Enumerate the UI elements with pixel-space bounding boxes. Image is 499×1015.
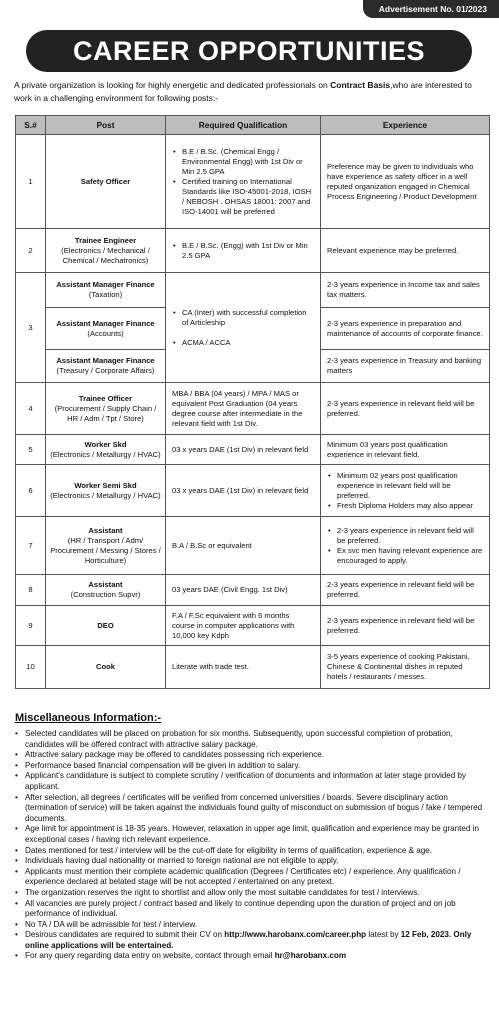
experience-cell: 2-3 years experience in relevant field will be preferred. [321, 606, 490, 646]
posts-table [15, 115, 490, 689]
row-number: 5 [16, 435, 46, 465]
misc-item: • Individuals having dual nationality or married to foreign national are not eligible to apply. [15, 856, 487, 867]
qualification-cell: B.A / B.Sc or equivalent [166, 517, 321, 575]
row-number: 2 [16, 229, 46, 273]
experience-cell: 2-3 years experience in relevant field will be preferred. [321, 575, 490, 606]
qualification-cell: Literate with trade test. [166, 646, 321, 689]
experience-item: • 2-3 years experience in relevant field will be preferred. [327, 526, 483, 546]
post-cell [46, 135, 166, 229]
experience-cell: Minimum 03 years post qualification experience in relevant field. [321, 435, 490, 465]
misc-item: • After selection, all degrees / certificates will be verified from concerned universities / boards. Severe disciplinary action (termination of service) will be taken against the individuals found guilty of misconduct on submission of bogus / fake / tempered documents. [15, 793, 487, 825]
misc-heading: Miscellaneous Information:- [15, 712, 162, 724]
advertisement-number: Advertisement No. 01/2023 [363, 0, 499, 18]
post-title: Assistant Manager Finance [56, 318, 155, 328]
post-subtitle: (Electronics / Metallurgy / HVAC) [50, 490, 161, 500]
row-number: 4 [16, 383, 46, 435]
post-cell [46, 517, 166, 575]
experience-cell: Relevant experience may be preferred. [321, 229, 490, 273]
post-subtitle: (HR / Transport / Adm/ Procurement / Messing / Stores / Horticulture) [50, 535, 161, 565]
post-title: Assistant Manager Finance [56, 280, 155, 289]
qualification-item: • B.E / B.Sc. (Engg) with 1st Div or Min 2.5 GPA [172, 241, 314, 261]
post-title: Worker Semi Skd [74, 480, 137, 490]
misc-item: • No TA / DA will be admissible for test / interview. [15, 920, 487, 931]
qualification-item: • B.E / B.Sc. (Chemical Engg / Environmental Engg) with 1st Div or Min 2.5 GPA [172, 147, 314, 177]
table-header-row [16, 116, 490, 135]
row-number: 9 [16, 606, 46, 646]
post-title: Safety Officer [80, 176, 131, 186]
table-row [16, 273, 490, 308]
post-subtitle: (Accounts) [87, 328, 124, 338]
experience-cell: 2-3 years experience in relevant field will be preferred. [321, 383, 490, 435]
experience-cell: 3-5 years experience of cooking Pakistani, Chinese & Continental dishes in reputed hotels / restaurants / messes. [321, 646, 490, 689]
post-title: Worker Skd [84, 439, 127, 449]
experience-cell: 2-3 years experience in Treasury and banking matters [321, 350, 490, 383]
table-row [16, 646, 490, 689]
misc-list [15, 729, 487, 962]
post-cell [46, 575, 166, 606]
table-row [16, 135, 490, 229]
post-subtitle: (Electronics / Mechanical / Chemical / Mechatronics) [61, 245, 150, 265]
intro-text-2: ,who are interested to work in a challenging environment for following posts:- [14, 80, 472, 103]
qualification-cell [166, 135, 321, 229]
qualification-cell [166, 229, 321, 273]
experience-item: • Fresh Diploma Holders may also appear [327, 501, 483, 511]
header-post: Post [46, 116, 166, 135]
misc-item-query [15, 951, 487, 962]
experience-cell: 2-3 years experience in Income tax and sales tax matters. [321, 273, 490, 308]
intro-paragraph [14, 79, 488, 105]
experience-cell: 2-3 years experience in preparation and maintenance of accounts of corporate finance. [321, 308, 490, 350]
experience-item: • Minimum 02 years post qualification experience in relevant field will be preferred. [327, 471, 483, 501]
post-title: Assistant [88, 580, 123, 589]
table-row [16, 435, 490, 465]
table-row [16, 383, 490, 435]
table-row [16, 606, 490, 646]
header-experience: Experience [321, 116, 490, 135]
post-cell [46, 606, 166, 646]
post-title: Assistant Manager Finance [56, 356, 155, 365]
post-title: Assistant [88, 525, 123, 535]
misc-item: • Attractive salary package may be offered to candidates possessing rich experience. [15, 750, 487, 761]
qualification-item: • CA (Inter) with successful completion of Articleship [172, 308, 314, 328]
intro-bold: Contract Basis [330, 80, 391, 90]
post-subtitle: (Electronics / Metallurgy / HVAC) [50, 449, 161, 459]
experience-item: • Ex svc men having relevant experience are encouraged to apply. [327, 546, 483, 566]
deadline-date: 12 Feb, 2023. [400, 930, 452, 940]
row-number: 10 [16, 646, 46, 689]
qualification-cell: F.A / F.Sc equivalent with 6 months course in computer applications with 10,000 key Kdph [166, 606, 321, 646]
post-cell [46, 465, 166, 517]
row-number: 8 [16, 575, 46, 606]
post-subtitle: (Construction Supvr) [70, 590, 141, 599]
misc-item: • Selected candidates will be placed on probation for six months. Subsequently, upon successful completion of probation, candidates will be offered contract with attractive salary package. [15, 729, 487, 750]
post-cell [46, 646, 166, 689]
post-title: DEO [97, 620, 114, 630]
post-cell [46, 383, 166, 435]
qualification-cell: MBA / BBA (04 years) / MPA / MAS or equivalent Post Graduation (04 years degree course after intermediate in the relevant field with 1st Div. [166, 383, 321, 435]
row-number: 6 [16, 465, 46, 517]
career-link[interactable]: http://www.harobanx.com/career.php [224, 930, 367, 940]
experience-cell: Preference may be given to individuals who have experience as safety officer in a well reputed organization engaged in Chemical Process Engineering / Product Development [321, 135, 490, 229]
post-subtitle: (Taxation) [88, 290, 123, 299]
qualification-cell [166, 273, 321, 383]
cv-tail: latest by [366, 930, 401, 940]
misc-item: • Applicant's candidature is subject to complete scrutiny / verification of documents and information at later stage provided by applicant. [15, 771, 487, 792]
contact-email[interactable]: hr@harobanx.com [274, 951, 347, 961]
row-number: 1 [16, 135, 46, 229]
table-row [16, 575, 490, 606]
post-cell [46, 229, 166, 273]
post-title: Cook [96, 662, 115, 671]
cv-text: Desirous candidates are required to submit their CV on [25, 930, 225, 940]
qualification-item: • Certified training on International Standards like ISO-45001-2018, IOSH / NEBOSH . OHSAS 18001: 2007 and ISO-14001 will be preferred [172, 177, 314, 217]
table-row [16, 229, 490, 273]
qualification-item: • ACMA / ACCA [172, 338, 314, 348]
experience-cell [321, 517, 490, 575]
misc-item: • Age limit for appointment is 18-35 years. However, relaxation in upper age limit, qualification and experience may be granted in exceptional cases / having rich relevant experience. [15, 824, 487, 845]
qualification-cell: 03 x years DAE (1st Div) in relevant field [166, 465, 321, 517]
misc-item: • The organization reserves the right to shortlist and allow only the most suitable candidates for test / interviews. [15, 888, 487, 899]
query-text: For any query regarding data entry on website, contact through email [25, 951, 275, 961]
post-cell [46, 308, 166, 350]
misc-item: • Applicants must mention their complete academic qualification (Degrees / Certificates etc) / experience. Any qualification / experience declared at belated stage will be not accepted / entertained on any pretext. [15, 867, 487, 888]
misc-item-cv [15, 930, 487, 951]
misc-item: • All vacancies are purely project / contract based and likely to continue depending upon the duration of project and on job performance of individual. [15, 899, 487, 920]
header-sn: S.# [16, 116, 46, 135]
page-title: CAREER OPPORTUNITIES [26, 30, 472, 72]
qualification-cell: 03 x years DAE (1st Div) in relevant field [166, 435, 321, 465]
online-note: Only online applications will be entertained. [25, 930, 472, 950]
row-number: 3 [16, 273, 46, 383]
misc-item: • Performance based financial compensation will be given in addition to salary. [15, 761, 487, 772]
header-qualification: Required Qualification [166, 116, 321, 135]
intro-text-1: A private organization is looking for highly energetic and dedicated professionals on [14, 80, 331, 90]
table-row [16, 465, 490, 517]
misc-item: • Dates mentioned for test / interview will be the cut-off date for eligibility in terms of qualification, experience & age. [15, 846, 487, 857]
qualification-cell: 03 years DAE (Civil Engg. 1st Div) [166, 575, 321, 606]
table-row [16, 517, 490, 575]
experience-cell [321, 465, 490, 517]
post-title: Trainee Engineer [74, 235, 137, 245]
post-subtitle: (Procurement / Supply Chain / HR / Adm / Tpt / Store) [54, 403, 157, 423]
post-cell [46, 350, 166, 383]
post-subtitle: (Treasury / Corporate Affairs) [56, 366, 155, 375]
row-number: 7 [16, 517, 46, 575]
post-title: Trainee Officer [78, 393, 133, 403]
post-cell [46, 273, 166, 308]
post-cell [46, 435, 166, 465]
